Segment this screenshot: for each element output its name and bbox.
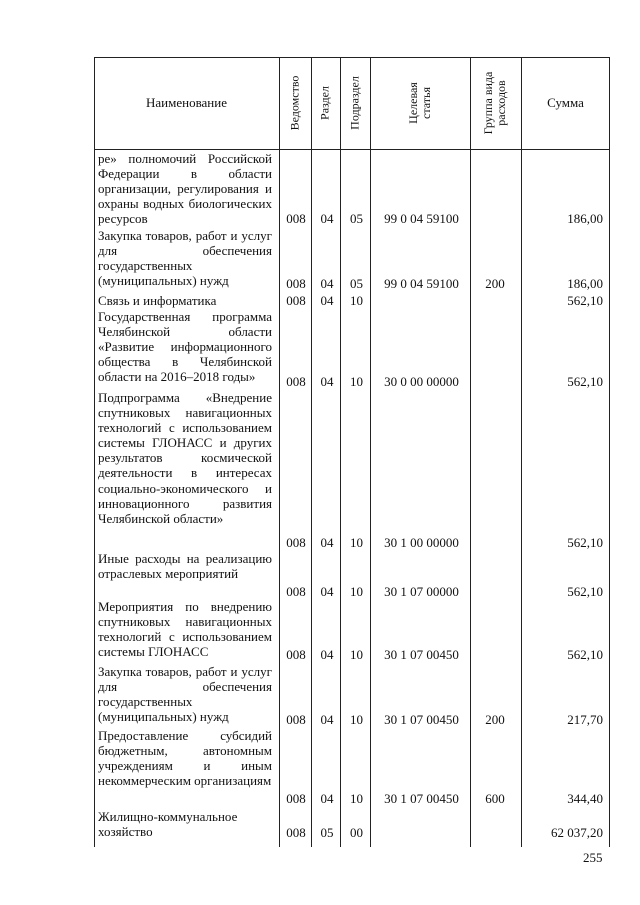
row-summa: 562,10 (567, 647, 603, 662)
col-border-celevaya (470, 57, 471, 847)
col-border-right (609, 57, 610, 847)
row-podrazdel: 10 (350, 535, 363, 550)
row-razdel: 04 (320, 584, 334, 599)
row-celevaya: 30 1 07 00000 (384, 584, 459, 599)
row-celevaya: 30 1 07 00450 (384, 791, 459, 806)
header-celevaya: Целевая статья (406, 82, 433, 124)
row-summa: 186,00 (567, 276, 603, 291)
row-razdel: 04 (320, 374, 334, 389)
row-summa: 217,70 (567, 712, 603, 727)
row-podrazdel: 05 (350, 276, 363, 291)
row-podrazdel: 10 (350, 791, 363, 806)
row-celevaya: 99 0 04 59100 (384, 211, 459, 226)
row-name: ре» полномочий Российской Федерации в области организации, регулирования и охраны водных биологических ресурсов (98, 151, 272, 227)
col-border-left (94, 57, 95, 847)
row-vedomstvo: 008 (286, 293, 306, 308)
row-podrazdel: 10 (350, 374, 363, 389)
row-name: Закупка товаров, работ и услуг для обеспечения государственных (муниципальных) нужд (98, 664, 272, 725)
row-name: Мероприятия по внедрению спутниковых навигационных технологий с использованием системы ГЛОНАСС (98, 599, 272, 660)
row-razdel: 04 (320, 211, 334, 226)
row-summa: 562,10 (567, 374, 603, 389)
col-border-gruppa (521, 57, 522, 847)
row-podrazdel: 10 (350, 584, 363, 599)
row-razdel: 05 (320, 825, 334, 840)
row-podrazdel: 10 (350, 293, 363, 308)
col-border-podrazdel (370, 57, 371, 847)
row-razdel: 04 (320, 535, 334, 550)
row-podrazdel: 00 (350, 825, 363, 840)
row-vedomstvo: 008 (286, 535, 306, 550)
row-gruppa: 200 (485, 276, 505, 291)
row-summa: 562,10 (567, 293, 603, 308)
row-celevaya: 30 1 00 00000 (384, 535, 459, 550)
table-top-border (94, 57, 609, 58)
row-podrazdel: 05 (350, 211, 363, 226)
header-gruppa: Группа вида расходов (481, 71, 508, 135)
row-name: Иные расходы на реализацию отраслевых мероприятий (98, 551, 272, 582)
row-razdel: 04 (320, 293, 334, 308)
row-celevaya: 30 1 07 00450 (384, 647, 459, 662)
row-summa: 562,10 (567, 584, 603, 599)
row-vedomstvo: 008 (286, 791, 306, 806)
row-celevaya: 30 1 07 00450 (384, 712, 459, 727)
page-number: 255 (583, 850, 603, 865)
row-celevaya: 30 0 00 00000 (384, 374, 459, 389)
header-vedomstvo: Ведомство (287, 75, 302, 131)
row-vedomstvo: 008 (286, 276, 306, 291)
col-border-vedomstvo (311, 57, 312, 847)
row-razdel: 04 (320, 712, 334, 727)
row-summa: 562,10 (567, 535, 603, 550)
header-name: Наименование (146, 95, 227, 110)
row-celevaya: 99 0 04 59100 (384, 276, 459, 291)
col-border-name (279, 57, 280, 847)
row-podrazdel: 10 (350, 647, 363, 662)
col-border-razdel (340, 57, 341, 847)
row-vedomstvo: 008 (286, 374, 306, 389)
row-razdel: 04 (320, 791, 334, 806)
row-summa: 62 037,20 (551, 825, 603, 840)
row-vedomstvo: 008 (286, 647, 306, 662)
row-name: Закупка товаров, работ и услуг для обеспечения государственных (муниципальных) нужд (98, 228, 272, 289)
header-bottom-border (94, 149, 609, 150)
row-name: Связь и информатика (98, 293, 217, 308)
header-podrazdel: Подраздел (347, 76, 362, 130)
row-summa: 344,40 (567, 791, 603, 806)
row-vedomstvo: 008 (286, 211, 306, 226)
row-razdel: 04 (320, 276, 334, 291)
row-name: Жилищно-коммунальное хозяйство (98, 809, 238, 840)
header-summa: Сумма (547, 95, 584, 110)
row-vedomstvo: 008 (286, 825, 306, 840)
row-name: Предоставление субсидий бюджетным, автономным учреждениям и иным некоммерческим организациям (98, 728, 272, 789)
row-summa: 186,00 (567, 211, 603, 226)
row-vedomstvo: 008 (286, 712, 306, 727)
header-razdel: Раздел (317, 86, 332, 120)
row-gruppa: 200 (485, 712, 505, 727)
row-vedomstvo: 008 (286, 584, 306, 599)
row-gruppa: 600 (485, 791, 505, 806)
row-podrazdel: 10 (350, 712, 363, 727)
row-name: Государственная программа Челябинской области «Развитие информационного общества в Челябинской области на 2016–2018 годы» (98, 309, 272, 385)
row-razdel: 04 (320, 647, 334, 662)
row-name: Подпрограмма «Внедрение спутниковых навигационных технологий с использованием системы ГЛОНАСС и других результатов космической деятельности в интересах социально-экономического и инновационного развития Челябинской области» (98, 390, 272, 526)
